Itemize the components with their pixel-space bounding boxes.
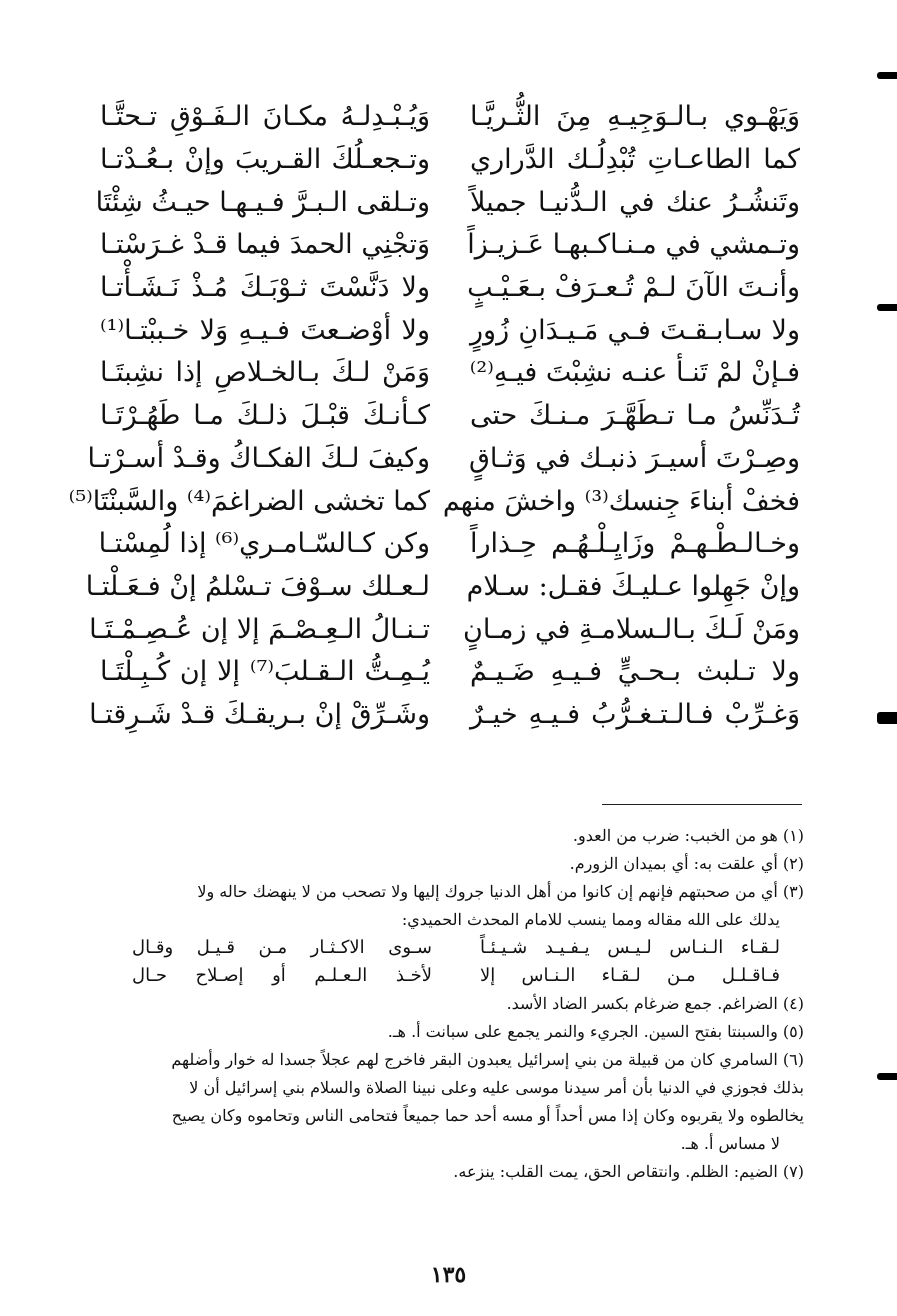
verse-first-hemistich: وتـمشي في مـنـاكـبهـا عَـزيـزاً — [467, 229, 800, 261]
verse-row — [100, 651, 800, 694]
verse-row — [89, 608, 800, 651]
margin-mark — [877, 1073, 897, 1080]
footnote-3-verse-2-left: لأخـذ الـعـلـم أو إصـلاح حـال — [132, 965, 432, 986]
verse-row — [100, 395, 800, 438]
verse-second-hemistich: وتـجعـلُكَ القـريبَ وإنْ بـعُـدْتـا — [100, 144, 430, 176]
verse-row — [100, 96, 800, 139]
margin-mark — [877, 712, 897, 724]
verse-second-hemistich: وشَـرِّقْ إنْ بـريقـكَ قـدْ شَـرِقتـا — [89, 698, 430, 730]
verse-second-hemistich: وتـلقى الـبـرَّ فـيـهـا حيـثُ شِئْتَا — [95, 186, 430, 218]
verse-second-hemistich: كما تخشى الضراغمَ⁽⁴⁾ والسَّبنْتَا⁽⁵⁾ — [68, 485, 430, 517]
verse-second-hemistich: وَيُـبْـدِلـهُ مكـانَ الـفَـوْقِ تـحتَّـا — [100, 101, 430, 133]
footnote-3: (٣) أي من صحبتهم فإنهم إن كانوا من أهل الدنيا جروك إليها ولا تصحب من لا ينهضك حاله ولا — [197, 882, 804, 901]
footnote-6-continued-3: لا مساس أ. هـ. — [680, 1134, 780, 1153]
footnote-3-verse-2-right: فـاقـلـل مـن لـقـاء الـنـاس إلا — [480, 965, 780, 986]
footnote-6-continued-1: بذلك فجوزي في الدنيا بأن أمر سيدنا موسى عليه وعلى نبينا الصلاة والسلام بني إسرائيل أن لا — [189, 1078, 804, 1097]
verse-row — [100, 309, 800, 352]
verse-second-hemistich: تـنـالُ الـعِـصْـمَ إلا إن عُـصِـمْـتَـا — [89, 613, 430, 645]
verse-row — [100, 224, 800, 267]
verse-row — [68, 480, 800, 523]
verse-row — [100, 352, 800, 395]
footnote-7: (٧) الضيم: الظلم. وانتقاص الحق، يمت القلب: ينزعه. — [453, 1162, 804, 1181]
verse-first-hemistich: فخفْ أبناءَ جِنسك⁽³⁾ واخشَ منهم — [442, 485, 800, 517]
verse-row — [100, 267, 800, 310]
footnote-3-verse-1 — [82, 934, 804, 962]
verse-second-hemistich: وكن كـالسّـامـري⁽⁶⁾ إذا لُمِسْتـا — [98, 528, 430, 560]
footnote-3-verse-1-right: لـقـاء الـنـاس لـيـس يـفـيـد شـيـئـاً — [480, 937, 780, 958]
verse-row — [100, 139, 800, 182]
footnote-1: (١) هو من الخبب: ضرب من العدو. — [572, 826, 804, 845]
verse-row — [95, 181, 800, 224]
verse-second-hemistich: وكيفَ لـكَ الفكـاكُ وقـدْ أسـرْتـا — [87, 442, 430, 474]
verse-first-hemistich: وتَنشُـرُ عنك في الـدُّنيـا جميلاً — [470, 186, 800, 218]
margin-mark — [877, 72, 897, 79]
verse-first-hemistich: ومَنْ لَـكَ بـالـسلامـةِ في زمـانٍ — [463, 613, 800, 645]
footnotes — [82, 822, 804, 1186]
footnote-4: (٤) الضراغم. جمع ضرغام بكسر الضاد الأسد. — [506, 994, 804, 1013]
verse-first-hemistich: وصِـرْتَ أسيـرَ ذنبـك في وَثـاقٍ — [468, 442, 800, 474]
verse-second-hemistich: يُـمِـتُّ الـقـلبَ⁽⁷⁾ إلا إن كُـبِـلْتَـا — [100, 656, 430, 688]
verse-first-hemistich: تُـدَنِّسُ مـا تـطَهَّـرَ مـنـكَ حتى — [470, 400, 800, 432]
verse-second-hemistich: ولا دَنَّسْتَ ثـوْبَـكَ مُـذْ نَـشَـأْتـا — [100, 272, 430, 304]
footnote-6: (٦) السامري كان من قبيلة من بني إسرائيل يعبدون البقر فاخرج لهم عجلاً جسدا له خوار وأضلهم — [171, 1050, 804, 1069]
verse-second-hemistich: كـأنـكَ قبْـلَ ذلـكَ مـا طَهُـرْتَـا — [100, 400, 430, 432]
verse-row — [100, 523, 800, 566]
footnote-2: (٢) أي علقت به: أي بميدان الزورم. — [569, 854, 804, 873]
footnote-5: (٥) والسبنتا بفتح السين. الجريء والنمر يجمع على سبانت أ. هـ. — [387, 1022, 804, 1041]
footnote-3-verse-2 — [82, 962, 804, 990]
verse-first-hemistich: وإنْ جَهِلوا عـليـكَ فقـل: سـلام — [466, 570, 800, 602]
footnote-6-continued-2: يخالطوه ولا يقربوه وكان إذا مس أحداً أو مسه أحد حما جميعاً فتحامى الناس وتحاموه وكان يصيح — [171, 1106, 804, 1125]
footnote-3-verse-1-left: سـوى الاكـثـار مـن قـيـل وقـال — [132, 937, 432, 958]
verse-second-hemistich: ولا أوْضـعتَ فـيـهِ وَلا خـببْتـا⁽¹⁾ — [100, 314, 430, 346]
verse-first-hemistich: وخـالـطْـهـمْ وزَايِـلْـهُـم حِـذاراً — [470, 528, 800, 560]
verse-first-hemistich: ولا سـابـقـتَ فـي مَـيـدَانِ زُورٍ — [470, 314, 800, 346]
margin-mark — [877, 304, 897, 311]
footnote-divider — [602, 804, 802, 805]
verse-row — [89, 694, 800, 737]
verse-first-hemistich: وَغـرِّبْ فـالـتـغـرُّبُ فـيـهِ خيـرٌ — [470, 698, 800, 730]
verse-second-hemistich: لـعـلك سـوْفَ تـسْلمُ إنْ فـعَـلْتـا — [85, 570, 430, 602]
page-number: ١٣٥ — [430, 1262, 467, 1288]
footnote-3-continued: يدلك على الله مقاله ومما ينسب للامام المحدث الحميدي: — [401, 910, 780, 929]
verse-row — [85, 566, 800, 609]
poem — [68, 96, 800, 736]
verse-first-hemistich: وأنـتَ الآنَ لـمْ تُـعـرَفْ بـعَـيْـبٍ — [467, 272, 800, 304]
verse-second-hemistich: وَمَنْ لـكَ بـالخـلاصِ إذا نشِبتَـا — [100, 357, 430, 389]
verse-row — [87, 438, 800, 481]
verse-first-hemistich: كما الطاعـاتِ تُبْدِلُـك الدَّراري — [470, 144, 800, 176]
verse-second-hemistich: وَتجْنِي الحمدَ فيما قـدْ غـرَسْتـا — [100, 229, 430, 261]
verse-first-hemistich: فـإنْ لمْ تَنـأ عنـه نشِبْتَ فيـهِ⁽²⁾ — [469, 357, 800, 389]
verse-first-hemistich: وَيَهْـوي بـالـوَجِيـهِ مِنَ الثُّـريَّـا — [470, 101, 800, 133]
verse-first-hemistich: ولا تـلبث بـحـيٍّ فـيـهِ ضَـيـمٌ — [470, 656, 800, 688]
